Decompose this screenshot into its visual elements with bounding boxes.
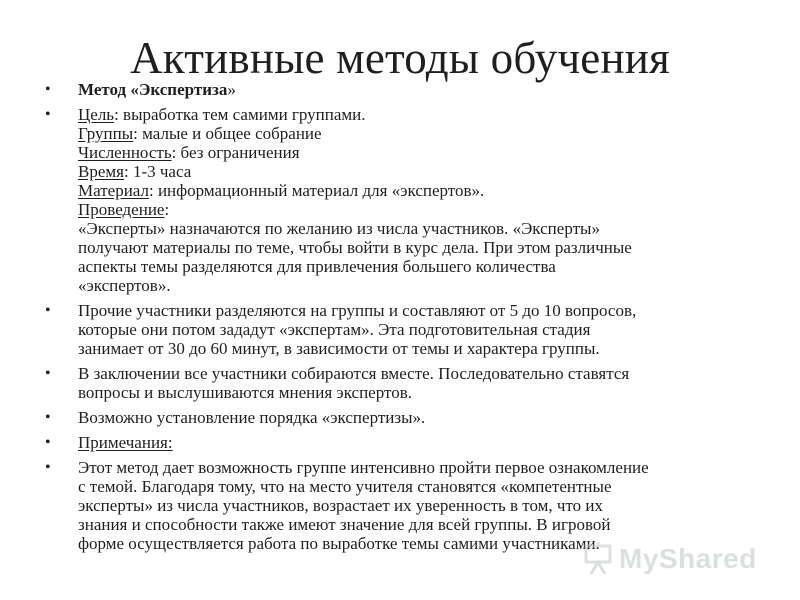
- bullet-icon: •: [45, 106, 51, 123]
- list-item: [45, 105, 765, 295]
- text-line: [78, 200, 765, 219]
- text-line: [78, 458, 765, 477]
- text-line: [78, 105, 765, 124]
- text-line: [78, 364, 765, 383]
- text-line: [78, 276, 765, 295]
- text-run: Возможно установление порядка «экспертизы».: [78, 408, 426, 427]
- bullet-icon: •: [45, 302, 51, 319]
- list-item: [45, 433, 765, 452]
- text-run: Этот метод дает возможность группе интенсивно пройти первое ознакомление: [78, 458, 649, 477]
- bullet-icon: •: [45, 81, 51, 98]
- text-line: [78, 181, 765, 200]
- text-run: с темой. Благодаря тому, что на место учителя становятся «компетентные: [78, 477, 612, 496]
- list-item: [45, 80, 765, 99]
- text-run: знания и способности также имеют значение для всей группы. В игровой: [78, 515, 611, 534]
- slide-title: Активные методы обучения: [130, 33, 670, 83]
- underlined-label: Время: [78, 162, 124, 181]
- underlined-label: Цель: [78, 105, 115, 124]
- text-run: занимает от 30 до 60 минут, в зависимости от темы и характера группы.: [78, 339, 600, 358]
- text-run: : без ограничения: [171, 143, 300, 162]
- text-line: [78, 143, 765, 162]
- text-run: «экспертов».: [78, 276, 171, 295]
- text-run: »: [227, 80, 236, 99]
- watermark-logo: [583, 542, 783, 578]
- text-run: «Эксперты» назначаются по желанию из числа участников. «Эксперты»: [78, 219, 600, 238]
- underlined-label: Проведение: [78, 200, 165, 219]
- presentation-board-icon: [583, 542, 615, 576]
- text-line: [78, 408, 765, 427]
- text-run: Прочие участники разделяются на группы и составляют от 5 до 10 вопросов,: [78, 301, 637, 320]
- text-run: : информационный материал для «экспертов».: [148, 181, 485, 200]
- text-line: [78, 515, 765, 534]
- bullet-icon: •: [45, 365, 51, 382]
- text-run: аспекты темы разделяются для привлечения большего количества: [78, 257, 556, 276]
- slide-content: [45, 80, 765, 559]
- text-line: [78, 238, 765, 257]
- text-line: [78, 433, 765, 452]
- bold-label: Метод «Экспертиза: [78, 80, 228, 99]
- underlined-label: Материал: [78, 181, 149, 200]
- list-item: [45, 408, 765, 427]
- text-line: [78, 339, 765, 358]
- text-run: :: [164, 200, 170, 219]
- text-line: [78, 124, 765, 143]
- bullet-icon: •: [45, 459, 51, 476]
- text-run: получают материалы по теме, чтобы войти в курс дела. При этом различные: [78, 238, 632, 257]
- text-line: [78, 496, 765, 515]
- text-line: [78, 257, 765, 276]
- text-line: [78, 477, 765, 496]
- list-item: [45, 364, 765, 402]
- text-run: эксперты» из числа участников, возрастает их уверенность в том, что их: [78, 496, 604, 515]
- list-item: [45, 301, 765, 358]
- text-run: которые они потом зададут «экспертам». Эта подготовительная стадия: [78, 320, 591, 339]
- text-line: [78, 80, 765, 99]
- text-run: : выработка тем самими группами.: [114, 105, 366, 124]
- text-run: : малые и общее собрание: [133, 124, 322, 143]
- list-item: [45, 458, 765, 553]
- text-line: [78, 383, 765, 402]
- underlined-label: Группы: [78, 124, 134, 143]
- text-run: : 1-3 часа: [123, 162, 192, 181]
- text-run: форме осуществляется работа по выработке темы самими участниками.: [78, 534, 600, 553]
- text-line: [78, 162, 765, 181]
- text-run: вопросы и выслушиваются мнения экспертов.: [78, 383, 412, 402]
- watermark-text: MyShared: [619, 543, 757, 574]
- text-line: [78, 219, 765, 238]
- bullet-icon: •: [45, 409, 51, 426]
- text-run: В заключении все участники собираются вместе. Последовательно ставятся: [78, 364, 630, 383]
- underlined-label: Численность: [78, 143, 172, 162]
- text-line: [78, 320, 765, 339]
- underlined-label: Примечания:: [78, 433, 173, 452]
- text-line: [78, 301, 765, 320]
- bullet-icon: •: [45, 434, 51, 451]
